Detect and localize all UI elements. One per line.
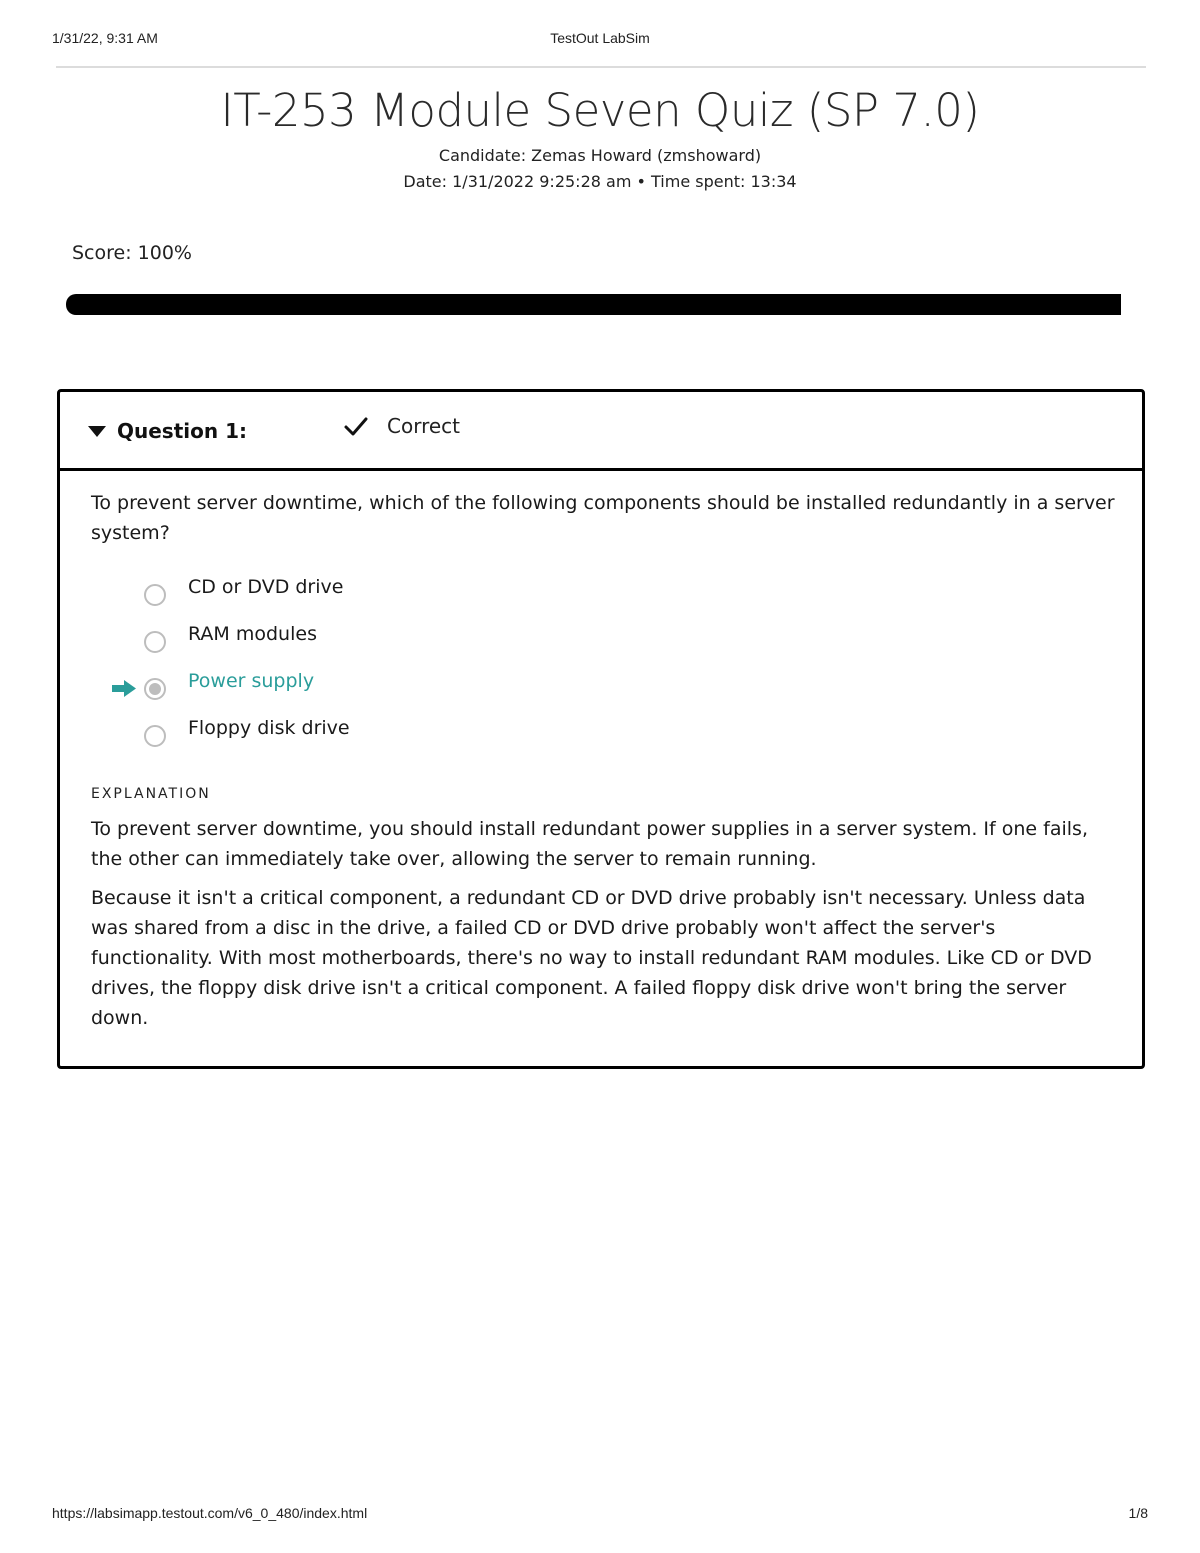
radio-button[interactable] (144, 631, 166, 653)
question-header[interactable] (60, 392, 1142, 471)
caret-down-icon[interactable] (88, 426, 106, 437)
candidate-info: Candidate: Zemas Howard (zmshoward) (438, 146, 762, 165)
arrow-right-icon (111, 678, 137, 698)
answer-option-correct[interactable] (60, 666, 1142, 706)
question-card (57, 389, 1145, 1069)
score-progress-bar (66, 294, 1121, 315)
radio-button[interactable] (144, 725, 166, 747)
answer-option[interactable] (60, 572, 1142, 612)
question-title: Question 1: (117, 419, 247, 443)
answer-option[interactable] (60, 713, 1142, 753)
print-page-number: 1/8 (1128, 1505, 1148, 1521)
print-header (52, 30, 1148, 50)
answer-option-label: Power supply (188, 670, 315, 692)
print-datetime: 1/31/22, 9:31 AM (52, 30, 158, 46)
print-page-title: TestOut LabSim (550, 30, 650, 46)
answer-option[interactable] (60, 619, 1142, 659)
radio-button-selected[interactable] (144, 678, 166, 700)
explanation-paragraph: Because it isn't a critical component, a redundant CD or DVD drive probably isn't necessary. Unless data was shared from a disc in the drive, a failed CD or DVD drive probably won't affect the server's functionality. With most motherboards, there's no way to install redundant RAM modules. Like CD or DVD drives, the floppy disk drive isn't a critical component. A failed floppy disk drive won't bring the server down. (91, 887, 1092, 1029)
print-url: https://labsimapp.testout.com/v6_0_480/index.html (52, 1505, 368, 1521)
explanation-heading: EXPLANATION (91, 786, 211, 802)
check-icon (343, 414, 369, 440)
question-status: Correct (387, 414, 460, 438)
header-divider (56, 66, 1146, 68)
question-text: To prevent server downtime, which of the following components should be installed redundantly in a server system? (91, 492, 1115, 544)
explanation-paragraph: To prevent server downtime, you should install redundant power supplies in a server system. If one fails, the other can immediately take over, allowing the server to remain running. (91, 818, 1088, 870)
answer-option-label: CD or DVD drive (188, 576, 344, 598)
score-label: Score: 100% (72, 242, 192, 264)
explanation-body (91, 814, 1112, 1042)
answer-option-label: Floppy disk drive (188, 717, 350, 739)
answer-option-label: RAM modules (188, 623, 317, 645)
quiz-title: IT-253 Module Seven Quiz (SP 7.0) (220, 84, 980, 137)
score-progress-fill (66, 294, 1121, 315)
radio-button[interactable] (144, 584, 166, 606)
date-time-spent: Date: 1/31/2022 9:25:28 am • Time spent: 13:34 (403, 172, 797, 191)
